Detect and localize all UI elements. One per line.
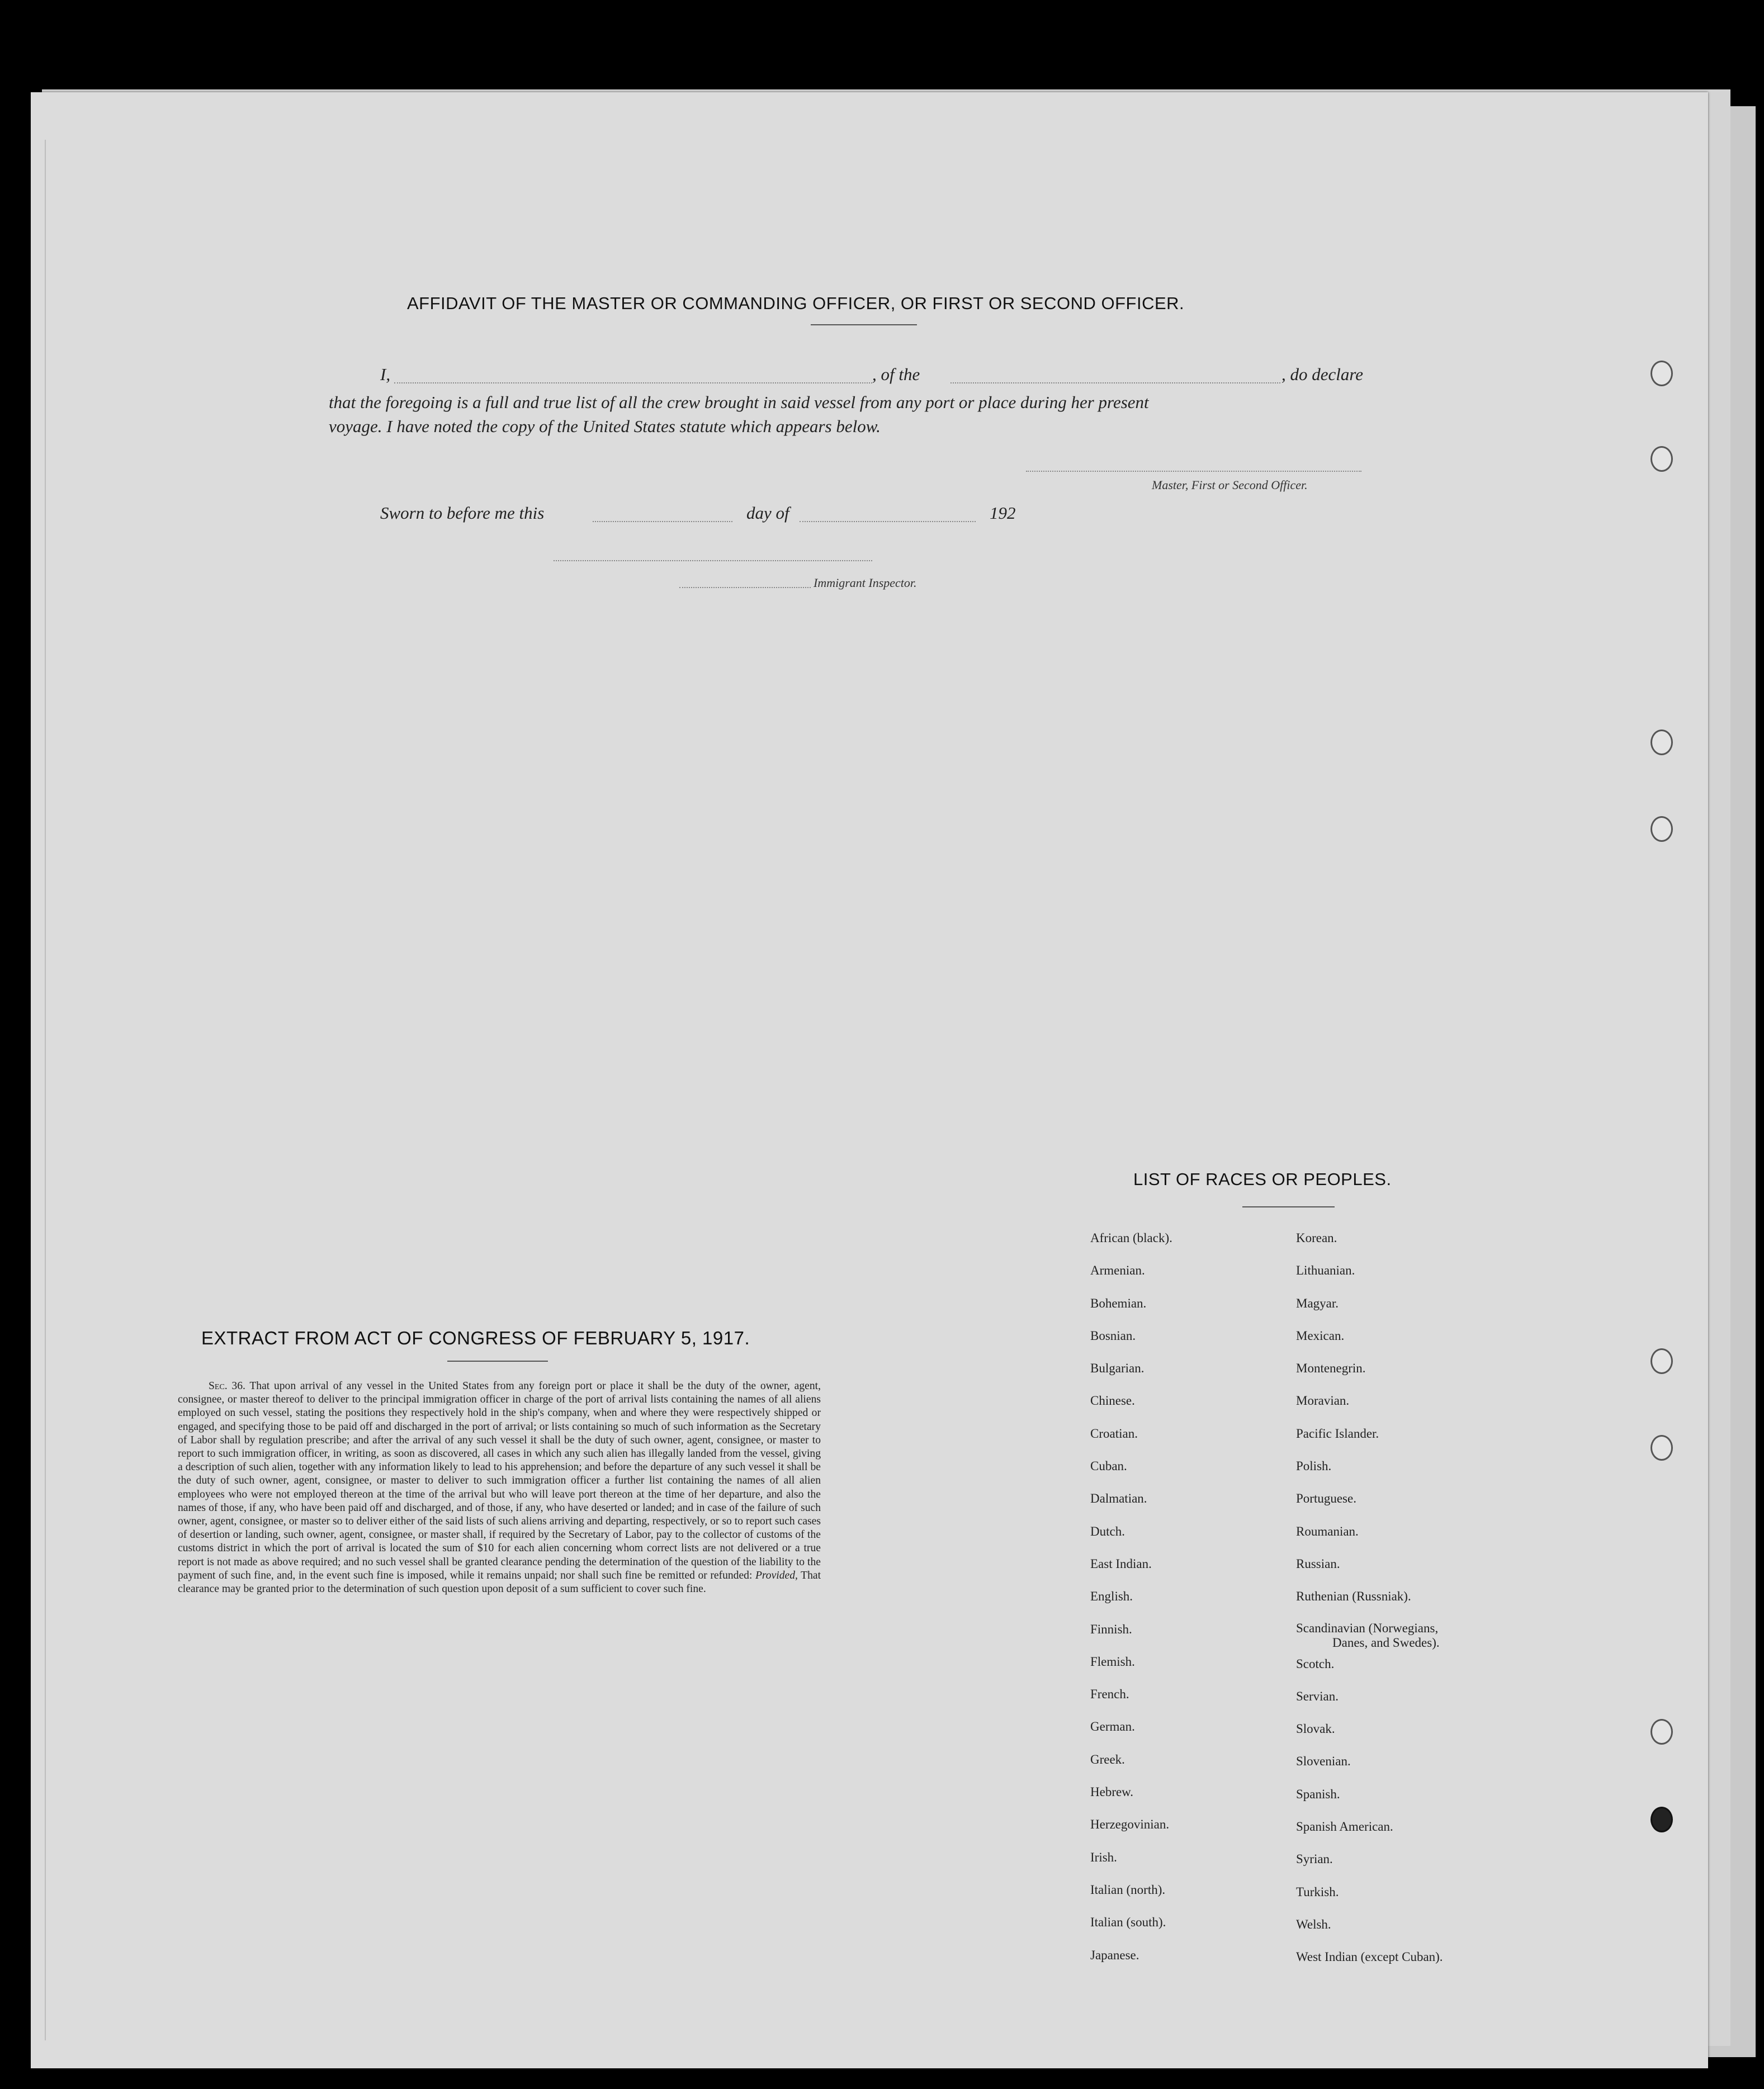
race-item: Slovak. — [1296, 1722, 1335, 1736]
extract-title: EXTRACT FROM ACT OF CONGRESS OF FEBRUARY 5, 1917. — [201, 1328, 750, 1348]
race-item: English. — [1090, 1589, 1133, 1604]
race-item: Italian (south). — [1090, 1915, 1166, 1930]
title-rule — [811, 324, 917, 325]
race-item: Chinese. — [1090, 1394, 1135, 1408]
page-edge-line — [45, 140, 46, 2040]
race-item: Russian. — [1296, 1556, 1340, 1571]
race-item: Moravian. — [1296, 1394, 1350, 1408]
affidavit-line-3: voyage. I have noted the copy of the United States statute which appears below. — [329, 416, 881, 436]
sworn-text: Sworn to before me this — [380, 503, 545, 523]
race-item: Mexican. — [1296, 1328, 1345, 1343]
race-item: Hebrew. — [1090, 1785, 1134, 1799]
race-item: Turkish. — [1296, 1884, 1339, 1899]
race-item: Korean. — [1296, 1231, 1337, 1245]
race-item: Polish. — [1296, 1459, 1332, 1474]
race-item: Lithuanian. — [1296, 1263, 1355, 1278]
sworn-month-line — [800, 521, 976, 522]
inspector-signature-label: Immigrant Inspector. — [814, 576, 917, 590]
race-item-continuation: Danes, and Swedes). — [1332, 1635, 1440, 1650]
name-fill-line — [394, 382, 872, 383]
punch-hole — [1651, 361, 1673, 386]
race-item: Spanish American. — [1296, 1820, 1393, 1834]
extract-section-label: Sec. 36. — [209, 1380, 245, 1392]
race-item: West Indian (except Cuban). — [1296, 1950, 1443, 1964]
race-item: Montenegrin. — [1296, 1361, 1366, 1376]
race-item: French. — [1090, 1687, 1129, 1702]
race-item: Dutch. — [1090, 1524, 1125, 1538]
document-page — [31, 92, 1708, 2068]
vessel-fill-line — [950, 382, 1280, 383]
race-item: East Indian. — [1090, 1556, 1152, 1571]
affidavit-of-the: , of the — [872, 364, 920, 384]
affidavit-line-2: that the foregoing is a full and true list of all the crew brought in said vessel from any port or place during her present — [329, 392, 1149, 412]
extract-title-rule — [447, 1361, 548, 1362]
race-item: Herzegovinian. — [1090, 1817, 1170, 1832]
races-right-column — [1296, 1230, 1443, 1982]
race-item: Bosnian. — [1090, 1328, 1136, 1343]
race-item: Welsh. — [1296, 1917, 1331, 1931]
extract-provided: Provided, — [755, 1569, 798, 1581]
race-item: Italian (north). — [1090, 1882, 1166, 1897]
punch-hole — [1651, 1719, 1673, 1745]
race-item: Japanese. — [1090, 1948, 1139, 1962]
inspector-signature-line-2 — [679, 587, 811, 588]
master-signature-line — [1026, 471, 1361, 472]
race-item: Dalmatian. — [1090, 1491, 1147, 1506]
race-item: Armenian. — [1090, 1263, 1145, 1278]
inspector-signature-line-1 — [554, 560, 872, 561]
race-item: Syrian. — [1296, 1852, 1333, 1867]
master-signature-label: Master, First or Second Officer. — [1152, 478, 1308, 492]
race-item: Cuban. — [1090, 1459, 1127, 1474]
sworn-day-line — [593, 521, 732, 522]
punch-hole — [1651, 1435, 1673, 1461]
extract-body — [178, 1380, 821, 1596]
races-title-rule — [1242, 1206, 1335, 1207]
race-item: Pacific Islander. — [1296, 1426, 1379, 1441]
race-item: Irish. — [1090, 1850, 1117, 1864]
race-item: Croatian. — [1090, 1426, 1138, 1441]
races-left-column — [1090, 1230, 1172, 1979]
affidavit-title: AFFIDAVIT OF THE MASTER OR COMMANDING OFFICER, OR FIRST OR SECOND OFFICER. — [407, 293, 1185, 313]
race-item: Slovenian. — [1296, 1754, 1351, 1769]
race-item: African (black). — [1090, 1231, 1172, 1245]
extract-body-text: That upon arrival of any vessel in the United States from any foreign port or place it shall be the duty of the owner, agent, consignee, or master thereof to deliver to the principal immigration officer in charge of the port of arrival lists containing the names of all aliens employed on such vessel, stating the positions they respectively hold in the ship's company, when and where they were respectively shipped or engaged, and specifying those to be paid off and discharged in the port of arrival; or lists containing so much of such information as the Secretary of Labor shall by regulation prescribe; and after the arrival of any such vessel it shall be the duty of such owner, agent, consignee, or master to report to such immigration officer, in writing, as soon as discovered, all cases in which any such alien has illegally landed from the vessel, giving a description of such alien, together with any information likely to lead to his apprehension; and before the departure of any such vessel it shall be the duty of such owner, agent, consignee, or master to deliver to such immigration officer a further list containing the names of all alien employees who were not employed thereon at the time of the arrival but who will leave port thereon at the time of her departure, and also the names of those, if any, who have been paid off and discharged, and of those, if any, who have deserted or landed; and in case of the failure of such owner, agent, consignee, or master so to deliver either of the said lists of such aliens arriving and departing, respectively, or so to report such cases of desertion or landing, such owner, agent, consignee, or master shall, if required by the Secretary of Labor, pay to the collector of customs of the customs district in which the port of arrival is located the sum of $10 for each alien concerning whom correct lists are not delivered or a true report is not made as above required; and no such vessel shall be granted clearance pending the determination of the question of the liability to the payment of such fine, and, in the event such fine is imposed, while it remains unpaid; nor shall such fine be remitted or refunded: — [178, 1380, 821, 1581]
race-item — [1296, 1621, 1443, 1656]
day-of-text: day of — [746, 503, 789, 523]
race-item: Servian. — [1296, 1689, 1339, 1703]
punch-hole — [1651, 816, 1673, 842]
affidavit-i: I, — [380, 364, 391, 384]
extract-body-end: That clearance may be granted prior to the determination of such question upon deposit of a sum sufficient to cover such fine. — [178, 1569, 821, 1595]
race-item: Ruthenian (Russniak). — [1296, 1589, 1411, 1604]
race-item: German. — [1090, 1719, 1135, 1734]
race-item: Flemish. — [1090, 1654, 1135, 1669]
race-item: Spanish. — [1296, 1787, 1340, 1801]
punch-hole — [1651, 1348, 1673, 1374]
punch-hole — [1651, 446, 1673, 472]
race-item: Bulgarian. — [1090, 1361, 1145, 1376]
affidavit-declare: , do declare — [1281, 364, 1364, 384]
punch-hole — [1651, 1807, 1673, 1832]
year-text: 192 — [990, 503, 1016, 523]
punch-hole — [1651, 730, 1673, 755]
race-item-line: Scandinavian (Norwegians, — [1296, 1621, 1439, 1635]
race-item: Portuguese. — [1296, 1491, 1356, 1506]
race-item: Greek. — [1090, 1752, 1125, 1766]
race-item: Bohemian. — [1090, 1296, 1147, 1310]
race-item: Roumanian. — [1296, 1524, 1359, 1538]
races-title: LIST OF RACES OR PEOPLES. — [1133, 1169, 1392, 1189]
race-item: Magyar. — [1296, 1296, 1339, 1310]
race-item: Scotch. — [1296, 1656, 1335, 1671]
race-item: Finnish. — [1090, 1622, 1132, 1636]
